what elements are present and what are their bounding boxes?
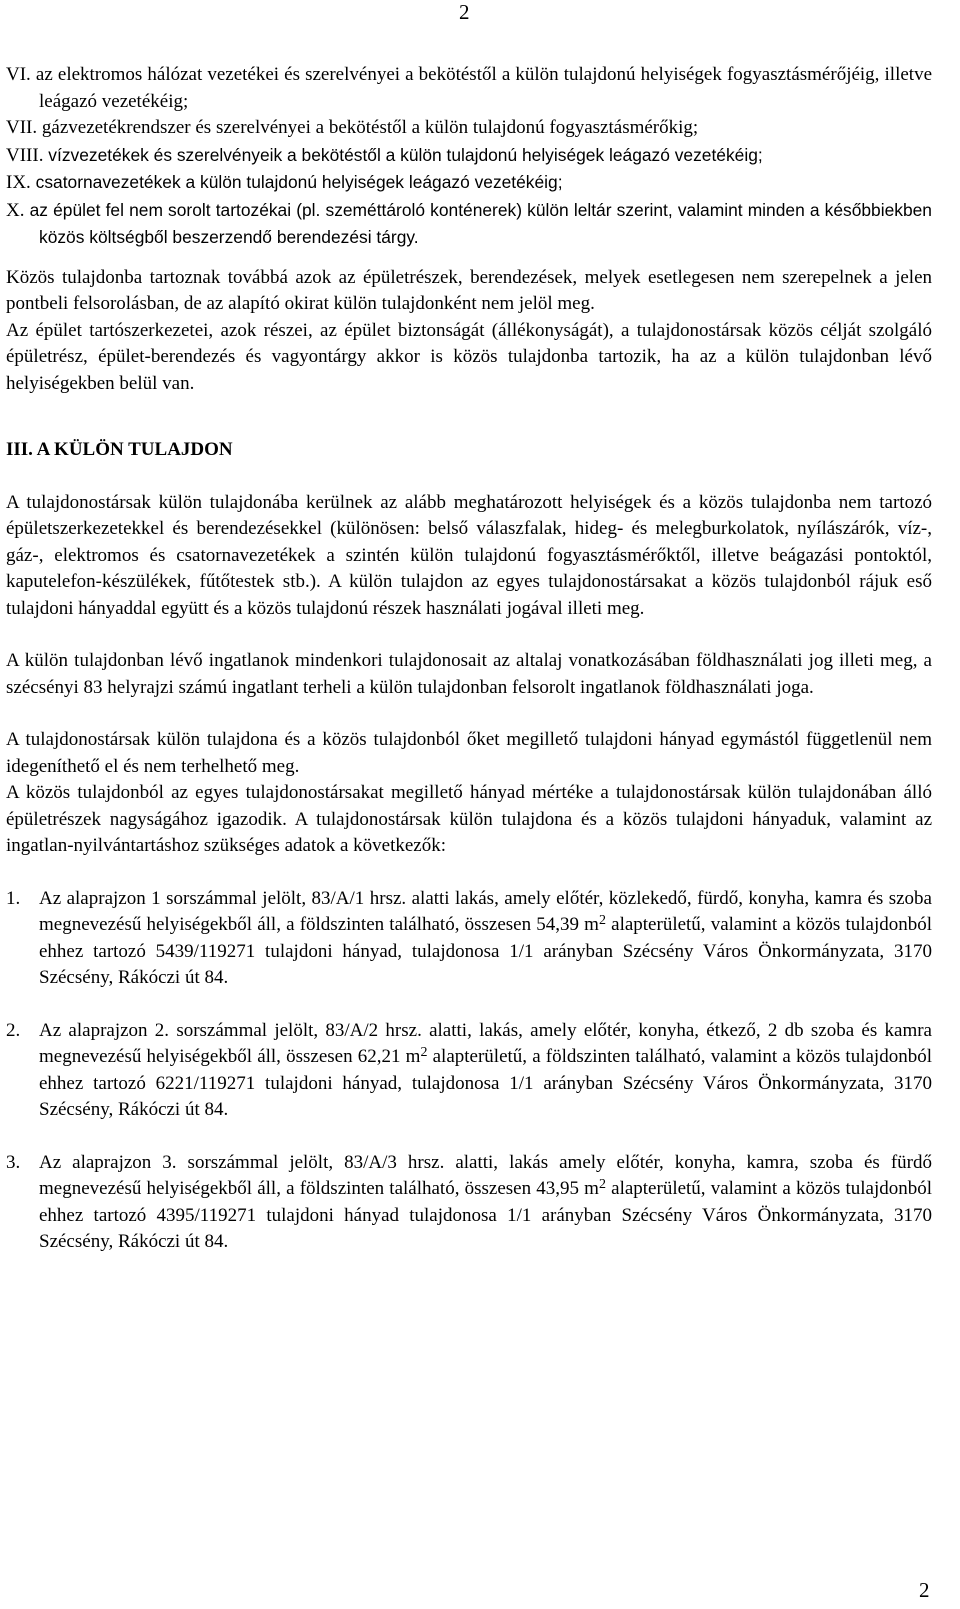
common-property-list — [6, 62, 932, 251]
paragraph-inalienable: A tulajdonostársak külön tulajdona és a közös tulajdonból őket megillető tulajdoni hányad egymástól függetlenül nem idegeníthető el és nem terhelhető meg. — [6, 729, 932, 777]
list-item — [6, 115, 932, 142]
item-text: vízvezetékek és szerelvényeik a bekötéstől a külön tulajdonú helyiségek leágazó vezetékéig; — [48, 144, 763, 165]
list-item — [6, 62, 932, 115]
item-text: csatornavezetékek a külön tulajdonú helyiségek leágazó vezetékéig; — [35, 172, 563, 192]
paragraph-share-ratio: A közös tulajdonból az egyes tulajdonostársakat megillető hányad mértéke a tulajdonostársak külön tulajdonában álló épületrészek nagyságához igazodik. A tulajdonostársak külön tulajdona és a közös tulajdoni hányaduk, valamint az ingatlan-nyilvántartáshoz szükséges adatok a következők: — [6, 782, 932, 856]
list-item — [6, 1018, 932, 1124]
list-item — [6, 169, 932, 197]
superscript: 2 — [598, 913, 606, 928]
item-number: IX. — [6, 172, 31, 193]
list-item — [6, 1150, 932, 1256]
item-text: Az alaprajzon 1 sorszámmal jelölt, 83/A/1 hrsz. alatti lakás, amely előtér, közlekedő, fürdő, konyha, kamra és szoba megnevezésű helyiségekből áll, a földszinten található, összesen 54,39 m — [39, 887, 932, 935]
item-text: az elektromos hálózat vezetékei és szerelvényei a bekötéstől a külön tulajdonú helyiségek fogyasztásmérőjéig, illetve leágazó vezetékéig; — [35, 64, 933, 112]
item-number: VI. — [6, 64, 31, 85]
page-number-top: 2 — [459, 0, 470, 24]
superscript: 2 — [598, 1177, 606, 1192]
superscript: 2 — [420, 1045, 428, 1060]
page-number-bottom: 2 — [919, 1578, 930, 1602]
item-number: VII. — [6, 117, 38, 138]
item-number: 1. — [6, 887, 21, 909]
paragraph-common-additional: Közös tulajdonba tartoznak továbbá azok az épületrészek, berendezések, melyek esetlegesen nem szerepelnek a jelen pontbeli felsorolásban, de az alapító okirat külön tulajdonként nem jelöl meg. — [6, 266, 932, 314]
paragraph-land-use-right: A külön tulajdonban lévő ingatlanok mindenkori tulajdonosait az altalaj vonatkozásában földhasználati jog illeti meg, a szécsényi 83 helyrajzi számú ingatlant terheli a külön tulajdonban felsorolt ingatlanok földhasználati joga. — [6, 650, 932, 698]
section-heading: III. A KÜLÖN TULAJDON — [6, 439, 233, 460]
list-item — [6, 197, 932, 251]
item-text: Az alaprajzon 2. sorszámmal jelölt, 83/A/2 hrsz. alatti, lakás, amely előtér, konyha, étkező, 2 db szoba és kamra megnevezésű helyiségekből áll, összesen 62,21 m — [39, 1019, 932, 1067]
paragraph-load-bearing: Az épület tartószerkezetei, azok részei, az épület biztonságát (állékonyságát), a tulajdonostársak közös célját szolgáló épületrész, épület-berendezés és vagyontárgy akkor is közös tulajdonba tartozik, ha az a külön tulajdonban lévő helyiségekben belül van. — [6, 319, 932, 394]
item-number: X. — [6, 199, 25, 221]
item-number: VIII. — [6, 144, 44, 166]
item-text: alapterületű, valamint a közös tulajdonból ehhez tartozó 5439/119271 tulajdoni hányad, tulajdonosa 1/1 arányban Szécsény Város Önkormányzata, 3170 Szécsény, Rákóczi út 84. — [39, 914, 933, 988]
paragraph-separate-property: A tulajdonostársak külön tulajdonába kerülnek az alább meghatározott helyiségek és a közös tulajdonba nem tartozó épületszerkezetekkel és berendezésekkel (különösen: belső válaszfalak, hideg- és melegburkolatok, nyílászárók, víz-, gáz-, elektromos és csatornavezetékek a szintén külön tulajdonú fogyasztásmérőktől, illetve beágazási pontoktól, kaputelefon-készülékek, fűtőtestek stb.). A külön tulajdon az egyes tulajdonostársakat a közös tulajdonból rájuk eső tulajdoni hányaddal együtt és a közös tulajdonú részek használati jogával illeti meg. — [6, 491, 932, 619]
item-text: gázvezetékrendszer és szerelvényei a bekötéstől a külön tulajdonú fogyasztásmérőkig; — [41, 117, 699, 138]
item-text: alapterületű, a földszinten található, valamint a közös tulajdonból ehhez tartozó 6221/119271 tulajdoni hányad, tulajdonosa 1/1 arányban Szécsény Város Önkormányzata, 3170 Szécsény, Rákóczi út 84. — [39, 1046, 932, 1120]
list-item — [6, 886, 932, 992]
item-text: az épület fel nem sorolt tartozékai (pl. szeméttároló konténerek) külön leltár szerint, valamint minden a későbbiekben közös költségből beszerzendő berendezési tárgy. — [29, 199, 932, 247]
item-number: 3. — [6, 1151, 21, 1173]
item-number: 2. — [6, 1019, 21, 1041]
item-text: alapterületű, valamint a közös tulajdonból ehhez tartozó 4395/119271 tulajdoni hányad tulajdonosa 1/1 arányban Szécsény Város Önkormányzata, 3170 Szécsény, Rákóczi út 84. — [39, 1178, 933, 1252]
document-body — [6, 62, 932, 1256]
item-text: Az alaprajzon 3. sorszámmal jelölt, 83/A/3 hrsz. alatti, lakás amely előtér, konyha, kamra, szoba és fürdő megnevezésű helyiségekből áll, a földszinten található, összesen 43,95 m — [39, 1151, 932, 1199]
apartment-list — [6, 886, 932, 1256]
list-item — [6, 142, 932, 170]
